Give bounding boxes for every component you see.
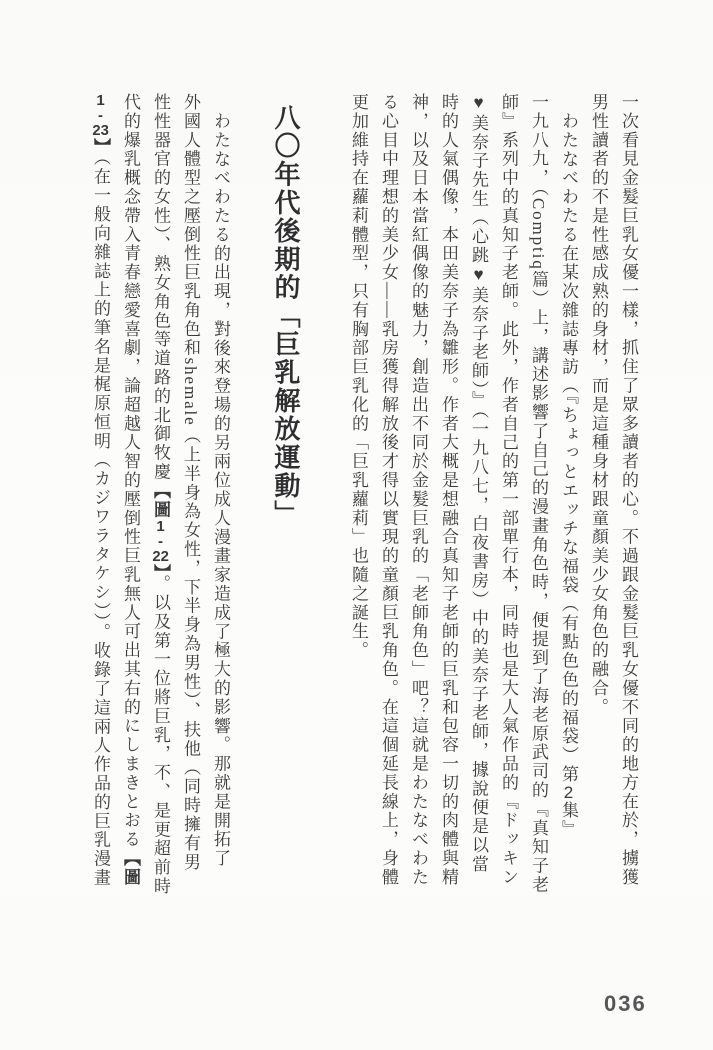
text-run: 一九八九，（Comptiq篇）上，講述影響了自己的漫畫角色時，便提到了海老原武司的『真知子老 (529, 93, 548, 895)
text-column (463, 93, 493, 893)
figure-ref-number: 23 (92, 123, 109, 138)
text-run: 2 (563, 783, 574, 801)
text-run: 師』系列中的真知子老師。此外，作者自己的第一部單行本，同時也是大人氣作品的『ドッキン (499, 93, 518, 887)
page-number: 036 (604, 991, 647, 1016)
text-column (343, 93, 373, 893)
text-column (493, 93, 523, 893)
text-column (175, 93, 205, 893)
text-run: ♥美奈子先生（心跳♥美奈子老師）』（一九八七，白夜書房）中的美奈子老師，據說便是以當 (469, 93, 488, 874)
figure-ref-number: - (158, 534, 163, 550)
text-column (205, 93, 235, 893)
figure-ref-number: 1 (156, 519, 165, 535)
text-run: 神，以及日本當紅偶像的魅力，創造出不同於金髮巨乳的「老師角色」吧？這就是わたなべわた (409, 93, 428, 887)
section-heading: 八〇年代後期的「巨乳解放運動」 (271, 104, 300, 529)
text-column (583, 93, 613, 893)
figure-ref-number: 22 (152, 549, 169, 565)
text-run: 時的人氣偶像，本田美奈子為雛形。作者大概是想融合真知子老師的巨乳和包容一切的肉體與精 (439, 93, 458, 887)
text-column (403, 93, 433, 893)
text-run: 。以及第一位將巨乳，不、是更超前時 (151, 574, 170, 896)
text-column (85, 93, 115, 893)
text-column (523, 93, 553, 893)
text-column (145, 93, 175, 896)
text-run: わたなべわたる在某次雜誌專訪（『ちょっとエッチな福袋（有點色色的福袋）第 (559, 112, 578, 784)
text-column (373, 93, 403, 893)
text-run: 【圖 (121, 849, 140, 887)
text-run: る心目中理想的美少女——乳房獲得解放後才得以實現的童顏巨乳角色。在這個延長線上，身體 (379, 93, 398, 887)
text-run: 】 (151, 564, 170, 575)
text-run: 代的爆乳概念帶入青春戀愛喜劇，論超越人智的壓倒性巨乳無人可出其右的にしまきとおる (121, 93, 140, 849)
text-column (115, 93, 145, 893)
figure-ref-number: 1 (96, 93, 105, 108)
text-run: 】 (91, 138, 110, 157)
text-column (433, 93, 463, 893)
text-run: わたなべわたる的出現，對後來登場的另兩位成人漫畫家造成了極大的影響。那就是開拓了 (211, 112, 230, 868)
article-text (85, 93, 643, 896)
text-column (613, 93, 643, 893)
text-run: 集』 (559, 800, 578, 839)
text-run: （在一般向雜誌上的筆名是梶原恒明（カジワラタケシ））。收錄了這兩人作品的巨乳漫畫 (91, 156, 110, 888)
text-column (553, 93, 583, 893)
text-run: 更加維持在蘿莉體型，只有胸部巨乳化的「巨乳蘿莉」也隨之誕生。 (349, 93, 368, 660)
text-run: 性性器官的女性）、熟女角色等道路的北御牧慶 (151, 93, 170, 482)
text-run: 一次看見金髮巨乳女優一樣，抓住了眾多讀者的心。不過跟金髮巨乳女優不同的地方在於，擄獲 (619, 93, 638, 887)
figure-ref-number: - (98, 108, 103, 123)
text-run: 【圖 (151, 481, 170, 520)
text-run: 男性讀者的不是性感成熟的身材，而是這種身材跟童顏美少女角色的融合。 (589, 93, 608, 717)
text-run: 外國人體型之壓倒性巨乳角色和shemale（上半身為女性，下半身為男性）、扶他（同時擁有男 (181, 93, 200, 872)
